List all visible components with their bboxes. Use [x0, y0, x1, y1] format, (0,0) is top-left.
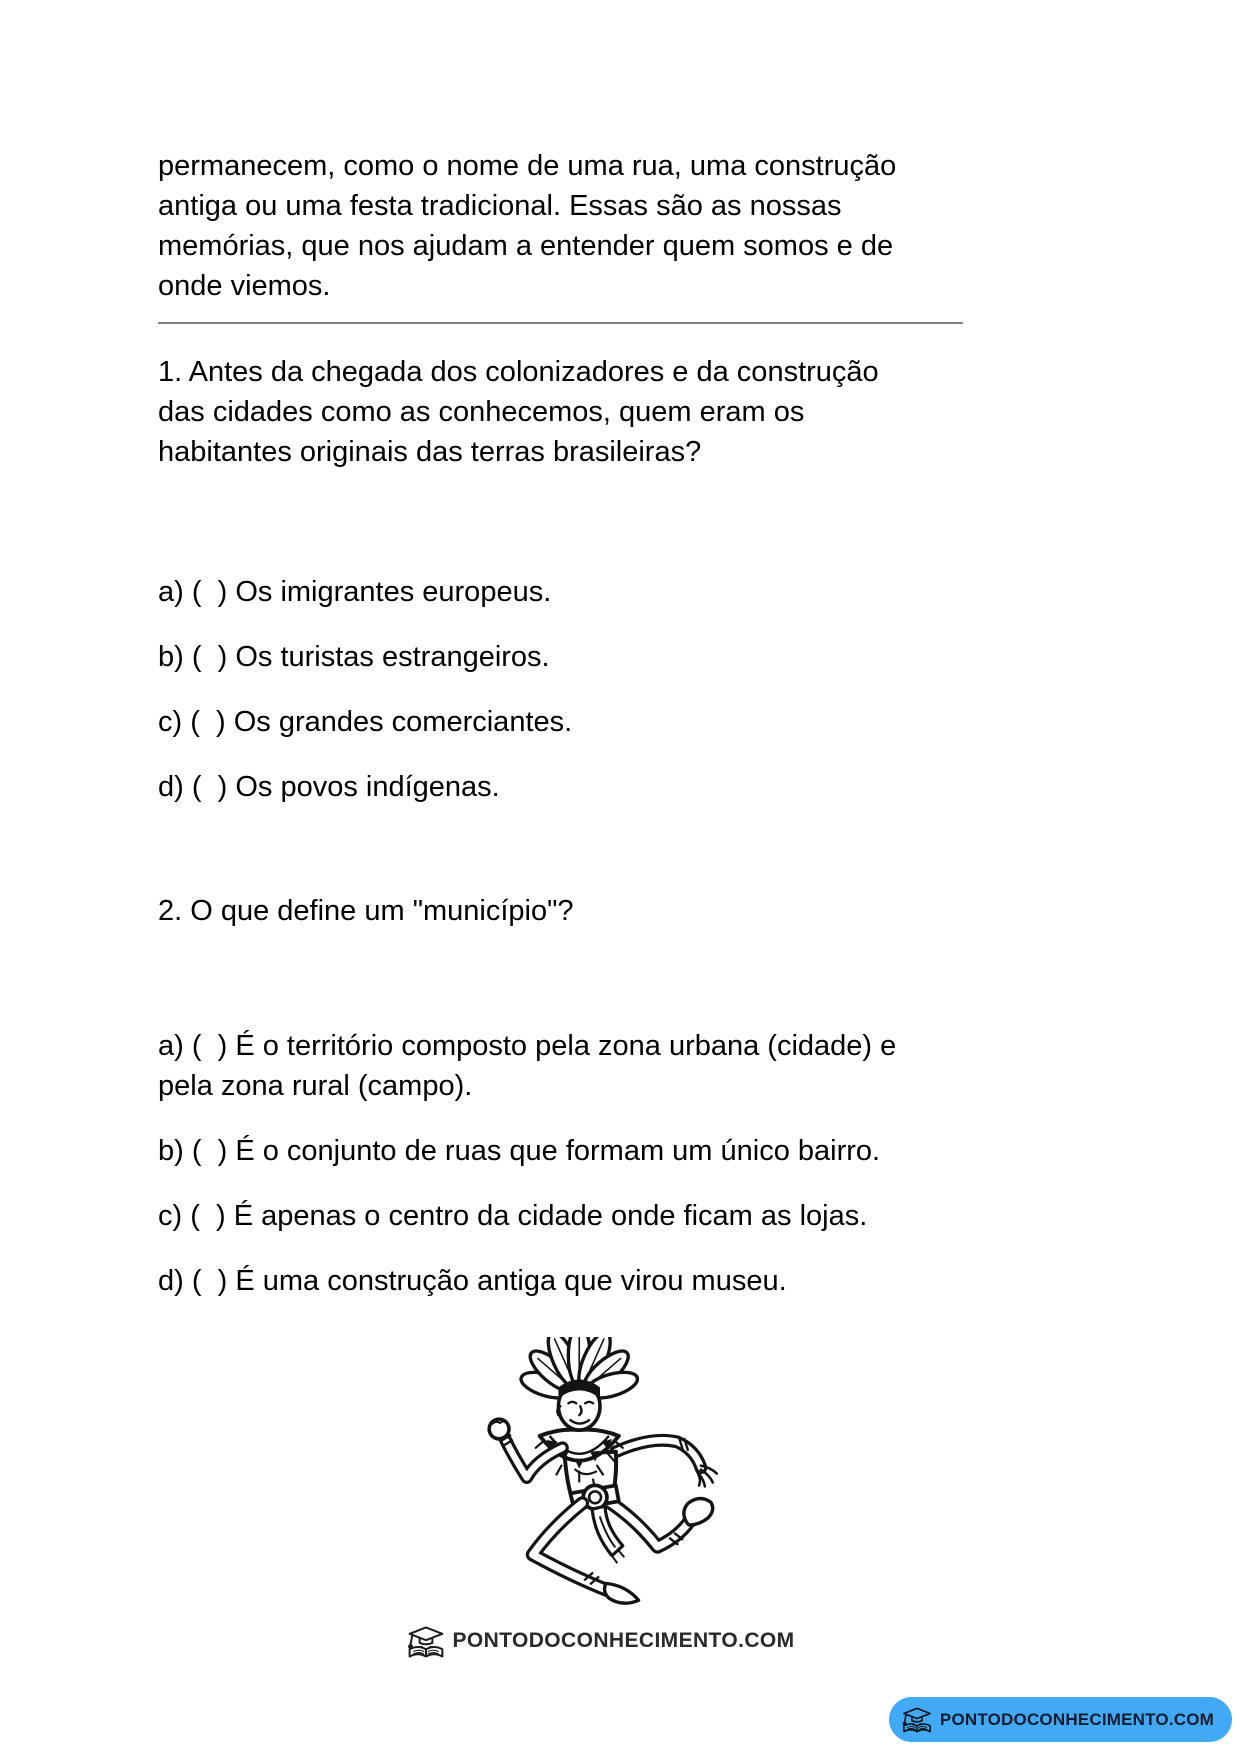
site-badge-link[interactable] — [889, 1697, 1232, 1742]
question-1-text: 1. Antes da chegada dos colonizadores e da construção das cidades como as conhecemos, quem eram os habitantes originais das terras brasileiras? — [158, 356, 879, 468]
question-2-option-c[interactable]: c) ( ) É apenas o centro da cidade onde ficam as lojas. — [158, 1200, 868, 1232]
question-2-text: 2. O que define um "município"? — [158, 895, 574, 927]
question-1-option-c[interactable]: c) ( ) Os grandes comerciantes. — [158, 706, 573, 738]
worksheet-content — [158, 0, 963, 1301]
question-1-options — [158, 572, 963, 807]
section-divider — [158, 322, 963, 324]
question-1-option-b[interactable]: b) ( ) Os turistas estrangeiros. — [158, 641, 550, 673]
question-2-option-d[interactable]: d) ( ) É uma construção antiga que virou museu. — [158, 1265, 787, 1297]
question-2-options — [158, 1026, 963, 1301]
footer-logo — [446, 1621, 795, 1661]
question-2-option-b[interactable]: b) ( ) É o conjunto de ruas que formam um único bairro. — [158, 1135, 881, 1167]
scholar-book-icon — [406, 1623, 446, 1661]
scholar-book-icon — [901, 1705, 933, 1735]
question-1-option-d[interactable]: d) ( ) Os povos indígenas. — [158, 771, 500, 803]
site-badge-text: PONTODOCONHECIMENTO.COM — [939, 1709, 1214, 1729]
intro-paragraph: permanecem, como o nome de uma rua, uma construção antiga ou uma festa tradicional. Essas são as nossas memórias, que nos ajudam a entender quem somos e de onde viemos. — [158, 150, 897, 302]
indigenous-dancer-illustration — [473, 1337, 729, 1619]
question-1-option-a[interactable]: a) ( ) Os imigrantes europeus. — [158, 576, 552, 608]
illustration-block — [446, 1337, 795, 1661]
footer-logo-text: PONTODOCONHECIMENTO.COM — [452, 1629, 795, 1652]
question-2-option-a[interactable]: a) ( ) É o território composto pela zona urbana (cidade) e pela zona rural (campo). — [158, 1030, 905, 1102]
